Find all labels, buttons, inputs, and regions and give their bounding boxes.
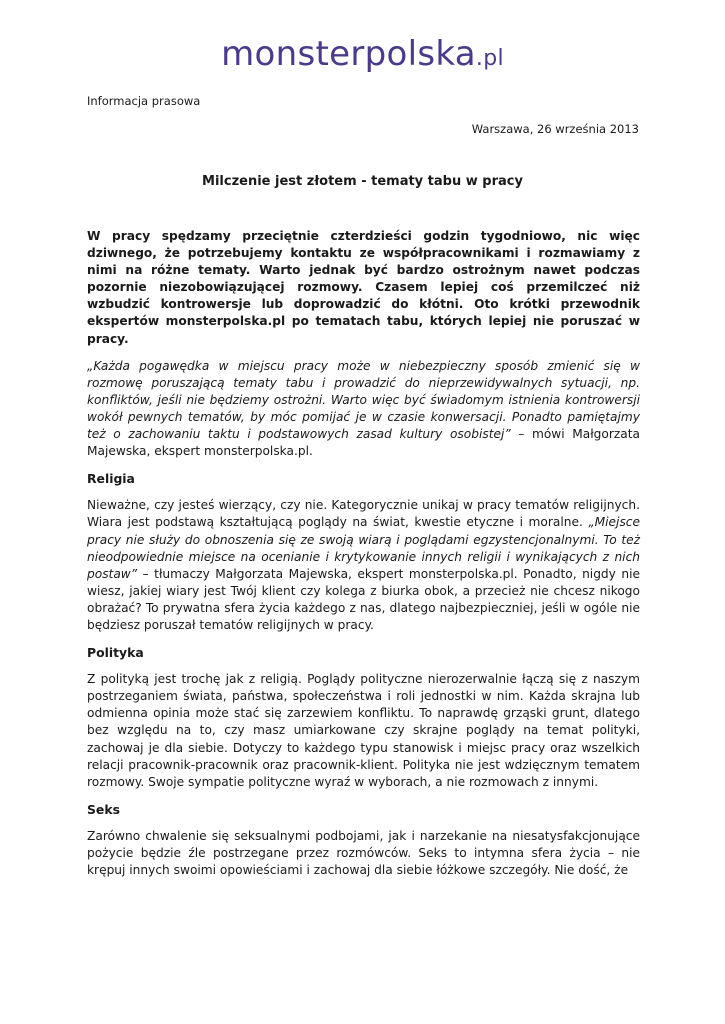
- section-text-religia: [87, 497, 640, 634]
- religia-text-before: Nieważne, czy jesteś wierzący, czy nie. Kategorycznie unikaj w pracy tematów religijnych. Wiara jest podstawą kształtującą poglądy na świat, kwestie etyczne i moralne.: [87, 498, 640, 530]
- lead-paragraph: W pracy spędzamy przeciętnie czterdzieści godzin tygodniowo, nic więc dziwnego, że potrzebujemy kontaktu ze współpracownikami i rozmawiamy z nimi na różne tematy. Warto jednak być bardzo ostrożnym nawet podczas pozornie niezobowiązującej rozmowy. Czasem lepiej coś przemilczeć niż wzbudzić kontrowersje lub doprowadzić do kłótni. Oto krótki przewodnik ekspertów monsterpolska.pl po tematach tabu, których lepiej nie poruszać w pracy.: [87, 229, 640, 346]
- monsterpolska-logo: [0, 34, 725, 74]
- religia-text-after: – tłumaczy Małgorzata Majewska, ekspert monsterpolska.pl. Ponadto, nigdy nie wiesz, jakiej wiary jest Twój klient czy kolega z biurka obok, a przecież nie chcesz nikogo obrażać? To prywatna sfera życia każdego z nas, dlatego najbezpieczniej, jeśli w ogóle nie będziesz poruszał tematów religijnych w pracy.: [87, 566, 640, 632]
- quote-attribution: – mówi Małgorzata Majewska, ekspert monsterpolska.pl.: [87, 427, 640, 459]
- section-text-seks: Zarówno chwalenie się seksualnymi podbojami, jak i narzekanie na niesatysfakcjonujące pożycie będzie źle postrzegane przez rozmówców. Seks to intymna sfera życia – nie krępuj innych swoimi opowieściami i zachowaj dla siebie łóżkowe szczegóły. Nie dość, że: [87, 828, 640, 878]
- logo-tld: .pl: [475, 46, 504, 71]
- section-text-polityka: Z polityką jest trochę jak z religią. Poglądy polityczne nierozerwalnie łączą się z naszym postrzeganiem świata, państwa, społeczeństwa i roli jednostki w nim. Każda skrajna lub odmienna opinia może stać się zarzewiem konfliktu. To naprawdę grząski grunt, dlatego bez względu na to, czy masz umiarkowane czy skrajne poglądy na temat polityki, zachowaj je dla siebie. Dotyczy to każdego typu stanowisk i miejsc pracy oraz wszelkich relacji pracownik-pracownik oraz pracownik-klient. Polityka nie jest wdzięcznym tematem rozmowy. Swoje sympatie polityczne wyraź w wyborach, a nie rozmowach z innymi.: [87, 672, 640, 789]
- section-heading-polityka: Polityka: [87, 645, 144, 661]
- document-title: Milczenie jest złotem - tematy tabu w pracy: [202, 174, 523, 189]
- document-body: [87, 228, 640, 889]
- logo-name: monsterpolska: [221, 34, 476, 74]
- religia-quote: „Miejsce pracy nie służy do obnoszenia się ze swoją wiarą i poglądami egzystencjonalnymi. To też nieodpowiednie miejsce na ocenianie i krytykowanie innych religii i wynikających z nich postaw”: [87, 515, 640, 581]
- expert-quote: [87, 358, 640, 461]
- section-heading-seks: Seks: [87, 801, 120, 817]
- quote-text: „Każda pogawędka w miejscu pracy może w niebezpieczny sposób zmienić się w rozmowę poruszającą tematy tabu i prowadzić do nieprzewidywalnych sytuacji, np. konfliktów, jeśli nie będziemy ostrożni. Warto więc być świadomym istnienia kontrowersji wokół pewnych tematów, by móc pomijać je w czasie konwersacji. Ponadto pamiętajmy też o zachowaniu taktu i podstawowych zasad kultury osobistej”: [87, 358, 640, 442]
- dateline: Warszawa, 26 września 2013: [471, 122, 639, 136]
- press-release-label: Informacja prasowa: [87, 94, 201, 108]
- section-heading-religia: Religia: [87, 471, 135, 487]
